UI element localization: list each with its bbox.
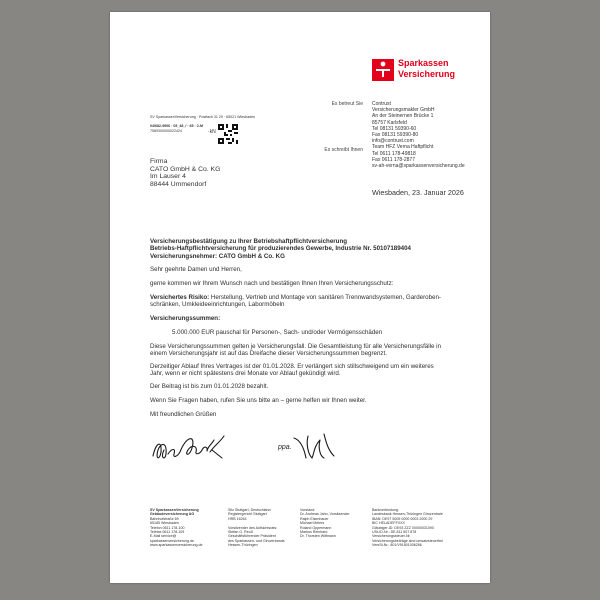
- contact-line: Fax 0611 178-2877: [372, 156, 415, 163]
- footer-bank: [372, 508, 443, 548]
- subject-line-2: Betriebs-Haftpflichtversicherung für produzierendes Gewerbe, Industrie Nr. 50107189404: [150, 245, 411, 253]
- recipient-address: [150, 158, 220, 188]
- footer-bank-line: Versicherungsbeiträge sind umsatzsteuerfrei: [372, 538, 443, 543]
- paragraph-1: [150, 343, 441, 358]
- risk-section: [150, 294, 441, 309]
- sv-logo-mark-icon: [372, 59, 394, 81]
- sums-line: 5.000.000 EUR pauschal für Personen-, Sach- und/oder Vermögensschäden: [172, 329, 383, 336]
- sender-line: SV SparkassenVersicherung · Postfach 31 29 · 65021 Wiesbaden: [150, 115, 256, 119]
- paragraph-1-line-2: einem Versicherungsjahr ist auf das Dreifache dieser Versicherungssummen begrenzt.: [150, 350, 387, 358]
- footer-bank-line: Landesbank Hessen-Thüringen Girozentrale: [372, 512, 443, 517]
- contact-line: An der Steinernen Brücke 1: [372, 113, 434, 120]
- recipient-line-4: 88444 Ummendorf: [150, 180, 207, 188]
- paragraph-2-line-2: Jahr, wenn er nicht spätestens drei Monate vor Ablauf gekündigt wird.: [150, 370, 341, 378]
- paragraph-3: Der Beitrag ist bis zum 01.01.2028 bezahlt.: [150, 383, 269, 390]
- footer-company-line: 65185 Wiesbaden: [150, 521, 179, 526]
- footer-company-line: Bahnhofstraße 69: [150, 516, 179, 521]
- footer-company-line: SV SparkassenVersicherung: [150, 508, 199, 512]
- recipient-line-3: Im Lauser 4: [150, 173, 186, 181]
- subject: [150, 238, 411, 260]
- signature-1: [150, 430, 228, 464]
- footer-bank-line: Gläubiger-ID: DE93 ZZZ 00000031090: [372, 525, 434, 530]
- footer-register-line: Stefan G. Reuß: [228, 530, 253, 535]
- sv-logo-text: [398, 58, 455, 80]
- contact-label-betreut: Es betreut Sie: [331, 101, 363, 107]
- contact-line: sv-ah-verna@sparkassenversicherung.de: [372, 163, 465, 170]
- footer-board-line: Vorstand:: [300, 508, 316, 512]
- logo-line-2: Versicherung: [398, 69, 456, 79]
- footer-company-line: sparkassenversicherung.de: [150, 538, 194, 543]
- contact-block: [372, 101, 465, 169]
- contact-line: Contrust: [372, 101, 391, 107]
- postal-code-2: 7589300000022424: [150, 129, 182, 133]
- paragraph-2-line-1: Derzeitiger Ablauf Ihres Vertrages ist der 01.01.2028. Er verlängert sich stillschweigend um ein weiteres: [150, 363, 434, 370]
- footer-board-line: Ralph Eisenhauer: [300, 516, 329, 521]
- footer-board-line: Dr. Andreas Jahn, Vorsitzender: [300, 512, 350, 517]
- footer-bank-line: Versicherungssteuer-Nr.: [372, 534, 411, 539]
- contact-label-schreibt: Es schreibt Ihnen: [324, 147, 363, 153]
- letter-page: [110, 12, 490, 583]
- risk-line-2: schränken, Umkleideeinrichtungen, Labormöbeln: [150, 301, 285, 309]
- footer-register-line: Vorsitzender des Aufsichtsrats:: [228, 525, 278, 530]
- risk-line-1: Herstellung, Vertrieb und Montage von sanitären Trennwandsystemen, Garderoben-: [209, 294, 441, 301]
- contact-line: Tel 08131 59390-60: [372, 125, 417, 132]
- footer-bank-line: Bankverbindung:: [372, 508, 399, 512]
- letter-date: Wiesbaden, 23. Januar 2026: [372, 188, 464, 197]
- footer-register-line: Hessen-Thüringen: [228, 543, 258, 548]
- paragraph-4: Wenn Sie Fragen haben, rufen Sie uns bitte an – gerne helfen wir Ihnen weiter.: [150, 397, 367, 404]
- footer-board-line: Michael Meiers: [300, 521, 325, 526]
- contact-line: info@contrust.com: [372, 138, 414, 145]
- postal-mark: ·kN: [208, 129, 216, 135]
- footer-register-line: HRB 16264: [228, 516, 247, 521]
- contact-line: Team HFZ Verna Haftpflicht: [372, 144, 434, 151]
- footer-bank-line: IBAN: DE97 5005 0000 0003 2000 29: [372, 516, 433, 521]
- intro-text: gerne kommen wir Ihrem Wunsch nach und bestätigen Ihnen Ihren Versicherungsschutz:: [150, 280, 394, 287]
- subject-line-3: Versicherungsnehmer: CATO GmbH & Co. KG: [150, 252, 285, 260]
- sv-logo: [372, 58, 468, 82]
- footer-board: [300, 508, 350, 539]
- logo-line-1: Sparkassen: [398, 58, 449, 68]
- footer-register: [228, 508, 285, 548]
- footer-company-line: Telefon 0611 178-100: [150, 525, 185, 530]
- footer-board-line: Markus Reinhard: [300, 530, 328, 535]
- closing: Mit freundlichen Grüßen: [150, 411, 217, 418]
- contact-line: Tel 0611 178-49818: [372, 150, 416, 157]
- paragraph-1-line-1: Diese Versicherungssummen gelten je Versicherungsfall. Die Gesamtleistung für alle Versicherungsfälle in: [150, 343, 441, 350]
- footer-board-line: Dr. Thorsten Wittmann: [300, 534, 336, 539]
- footer-register-line: Sitz Stuttgart, Deutschland: [228, 508, 271, 512]
- footer-register-line: des Sparkassen- und Giroverbands: [228, 538, 285, 543]
- footer-company-line: Telefax 0611 178-109: [150, 530, 185, 535]
- footer-register-line: Registergericht Stuttgart: [228, 512, 267, 517]
- footer-company-line: www.sparkassenversicherung.de: [150, 543, 203, 548]
- footer-company-line: E-Mail service@: [150, 534, 177, 539]
- footer-bank-line: VersSt-Nr.: 801/V91801006266: [372, 543, 422, 548]
- subject-line-1: Versicherungsbestätigung zu Ihrer Betriebshaftpflichtversicherung: [150, 238, 348, 245]
- footer-register-line: Geschäftsführender Präsident: [228, 534, 276, 539]
- contact-line: 85757 Karlsfeld: [372, 119, 407, 126]
- footer-bank-line: USt-ID-Nr.: DE 811 607 878: [372, 530, 417, 535]
- footer-company: [150, 508, 203, 548]
- footer-board-line: Roland Oppermann: [300, 525, 332, 530]
- salutation: Sehr geehrte Damen und Herren,: [150, 266, 242, 273]
- footer-bank-line: BIC HELADEFFXXX: [372, 521, 405, 526]
- risk-label: Versichertes Risiko:: [150, 294, 210, 301]
- postal-code-1: 049/82-9906 · 05_48_/ · 65 · 2-M: [150, 124, 203, 128]
- signature-2-prefix: ppa.: [278, 444, 292, 451]
- paragraph-2: [150, 363, 434, 378]
- footer-company-line: Gebäudeversicherung AG: [150, 512, 195, 517]
- qr-code-icon: [218, 124, 238, 144]
- recipient-line-1: Firma: [150, 158, 168, 165]
- sums-heading: Versicherungssummen:: [150, 315, 221, 322]
- recipient-line-2: CATO GmbH & Co. KG: [150, 165, 221, 173]
- contact-line: Fax 08131 59390-80: [372, 132, 419, 139]
- contact-line: Versicherungsmakler GmbH: [372, 107, 435, 114]
